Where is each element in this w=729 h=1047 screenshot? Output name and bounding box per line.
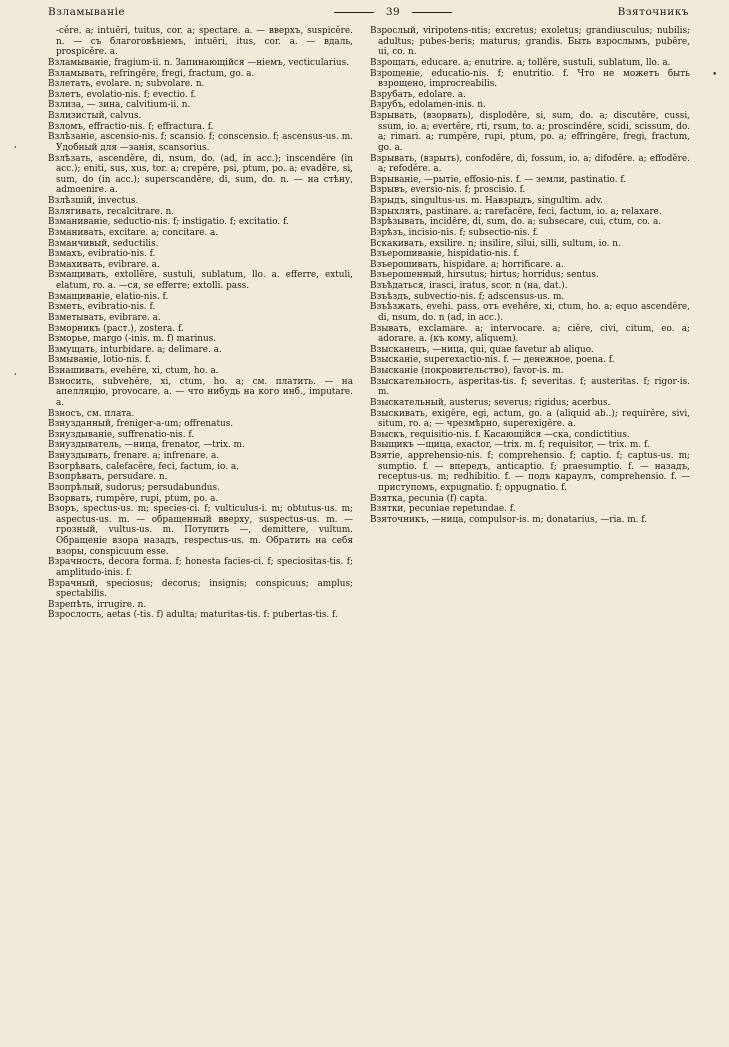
dictionary-entry: Взъѣзжать, evehi. pass. отъ evehĕre, xi, ctum, ho. a; equo ascendĕre, di, nsum, do. n (ad, in acc.). xyxy=(370,302,690,323)
dictionary-entry: Взломъ, effractio-nis. f; effractura. f. xyxy=(48,121,214,132)
dictionary-entry: Взметъ, evibratio-nis. f. xyxy=(48,302,156,313)
margin-mark: , xyxy=(14,140,17,150)
dictionary-entry: Взнуздыватель, —ница, frenator, —trix. m. xyxy=(48,440,245,451)
dictionary-entry: Взманивать, excitare. a; concitare. a. xyxy=(48,227,219,238)
dictionary-entry: Взламываніе, fragium-ii. n. Запинающійся —ніемъ, vecticularius. xyxy=(48,57,350,68)
dictionary-entry: -cĕre. a; intuēri, tuitus, cor. a; spectare. a. — вверхъ, suspicĕre. n. — съ благоговѣніемъ, intuēri, itus, cor. a. — вдаль, prospicĕre. a. xyxy=(56,26,353,58)
dictionary-entry: Взносить, subvehĕre, xi, ctum, ho. a; см. платить. — на апелляцію, provocare. a. — что нибудь на кого инб., imputare. a. xyxy=(48,376,353,408)
dictionary-entry: Взрослый, viripotens-ntis; excretus; exoletus; grandiusculus; nubilis; adultus; pubes-beris; maturus; grandis. Быть взрослымъ, pubĕre, ui, co. n. xyxy=(370,26,690,58)
dictionary-entry: Взысканіе, superexactio-nis. f. — денежное, poena. f. xyxy=(370,355,615,366)
dictionary-entry: Взъерошенный, hirsutus; hirtus; horridus; sentus. xyxy=(370,270,599,281)
dictionary-entry: Взносъ, см. плата. xyxy=(48,408,135,419)
dictionary-entry: Взоръ, spectus-us. m; species-ci. f; vulticulus-i. m; obtutus-us. m; aspectus-us. m. — обращенный вверху, suspectus-us. m. — грозный, vultus-us. m. Потупить —, demittere, vultum. Обращеніе взора назадъ, respectus-us. m. Обратить на себя взоры, conspicuum esse. xyxy=(48,504,353,557)
dictionary-entry: Взрачность, decora forma. f; honesta facies-ci. f; speciositas-tis. f; amplitudo-inis. f. xyxy=(48,557,353,578)
dictionary-entry: Взморникъ (раст.), zostera. f. xyxy=(48,323,184,334)
dictionary-entry: Взмущать, inturbidare. a; delimare. a. xyxy=(48,344,222,355)
dictionary-entry: Взнашивать, evehĕre, xi, ctum, ho. a. xyxy=(48,366,219,376)
dictionary-entry: Взманчивый, seductilis. xyxy=(48,238,159,249)
dictionary-entry: Взрощать, educare. a; enutrire. a; tollĕre, sustuli, sublatum, llo. a. xyxy=(370,57,671,68)
margin-mark: , xyxy=(14,367,17,377)
dictionary-entry: Взметывать, evibrare. a. xyxy=(48,312,161,323)
dictionary-entry: Взлѣзшій, invectus. xyxy=(48,196,139,206)
dictionary-entry: Взъѣдаться, irasci, iratus, scor. n (на, dat.). xyxy=(370,281,568,291)
dictionary-entry: Взрачный, speciosus; decorus; insignis; conspicuus; amplus; spectabilis. xyxy=(48,578,353,600)
dictionary-entry: Взлетъ, evolatio-nis. f; evectio. f. xyxy=(48,89,197,100)
dictionary-entry: Взъерошиваніе, hispidatio-nis. f. xyxy=(370,249,520,260)
dictionary-entry: Взрощеніе, educatio-nis. f; enutritio. f. Что не можетъ быть взрощено, improcreabilis. xyxy=(370,68,690,90)
margin-mark: • xyxy=(712,70,718,80)
dictionary-entry: Взмахъ, evibratio-nis. f. xyxy=(48,249,156,260)
dictionary-entry: Взрубъ, edolamen-inis. n. xyxy=(370,100,486,111)
dictionary-entry: Взрепѣть, irrugire. n. xyxy=(48,599,147,610)
dictionary-entry: Взятки, pecuniae repetundae. f. xyxy=(370,504,516,515)
dictionary-entry: Взламывать, refringĕre, fregi, fractum, go. a. xyxy=(48,68,255,79)
dictionary-entry: Взыскательность, asperitas-tis. f; severitas. f; austeritas. f; rigor-is. m. xyxy=(370,376,690,398)
dictionary-entry: Взнузданный, freniger-a-um; offrenatus. xyxy=(48,419,234,430)
dictionary-entry: Взятка, pecunia (f) capta. xyxy=(370,493,488,504)
dictionary-entry: Взнуздывать, frenare. a; infrenare. a. xyxy=(48,451,220,461)
header-rule-left xyxy=(334,12,374,13)
dictionary-entry: Взморье, margo (-inis. m. f) marinus. xyxy=(48,334,217,345)
dictionary-entry: Взмащиваніе, elatio-nis. f. xyxy=(48,291,169,302)
left-column xyxy=(48,26,353,621)
dictionary-entry: Взлѣзать, ascendĕre, di, nsum, do. (ad, in acc.); inscendĕre (in acc.); eniti, sus, xus, tor. a; crepĕre, psi, ptum, po. a; evadĕre, si, sum, do (in acc.); superscandĕre, di, sum, do. n. — на стѣну, admoenire. a. xyxy=(48,153,353,196)
dictionary-entry: Вскакивать, exsilire. n; insilire, silui, silli, sultum, io. n. xyxy=(370,238,621,249)
running-head-right: Взяточникъ xyxy=(617,6,689,18)
dictionary-entry: Взопрѣлый, sudorus; persudabundus. xyxy=(48,482,220,493)
dictionary-entry: Взрыхлять, pastinare. a; rarefacĕre, feci, factum, io. a; relaxare. xyxy=(370,206,662,217)
dictionary-entry: Взяточникъ, —ница, compulsor-is. m; donatarius, —ria. m. f. xyxy=(370,514,648,525)
dictionary-entry: Взрыдъ, singultus-us. m. Навзрыдъ, singultim. adv. xyxy=(370,196,603,206)
dictionary-entry: Взыскательный, austerus; severus; rigidus; acerbus. xyxy=(370,397,611,408)
dictionary-entry: Взрывъ, eversio-nis. f; proscisio. f. xyxy=(370,185,526,196)
dictionary-entry: Взрывать, (взрыть), confodĕre, di, fossum, io. a; difodĕre. a; effodĕre. a; refodĕre. a. xyxy=(370,153,690,175)
dictionary-entry: Взятіе, apprehensio-nis. f; comprehensio. f; captio. f; captus-us. m; sumptio. f. — впередъ, anticaptio. f; praesumptio. f. — назадъ, receptus-us. m; redhibitio. f. — подъ караулъ, comprehensio. f. — приступомъ, expugnatio. f; oppugnatio. f. xyxy=(370,451,690,493)
dictionary-entry: Взлетать, evolare. n; subvolare. n. xyxy=(48,79,205,90)
dictionary-entry: Взыщикъ —щица, exactor, —trix. m. f; requisitor, — trix. m. f. xyxy=(370,440,650,451)
header-rule-right xyxy=(412,12,452,13)
dictionary-entry: Взывать, exclamare. a; intervocare. a; ciĕre, civi, citum, eo. a; adorare. a. (къ кому, aliquem). xyxy=(370,323,690,345)
dictionary-entry: Взъерошивать, hispidare. a; horrificare. a. xyxy=(370,259,564,270)
dictionary-entry: Взъѣздъ, subvectio-nis. f; adscensus-us. m. xyxy=(370,291,565,302)
dictionary-entry: Взысканецъ, —ница, qui, quae favetur ab aliquo. xyxy=(370,344,594,355)
dictionary-entry: Взмываніе, lotio-nis. f. xyxy=(48,355,151,366)
dictionary-entry: Взлѣзаніе, ascensio-nis. f; scansio. f; conscensio. f; ascensus-us. m. Удобный для —занія, scansorius. xyxy=(48,132,353,153)
dictionary-entry: Взопрѣвать, persudare. n. xyxy=(48,472,168,483)
page-header xyxy=(38,4,701,22)
dictionary-entry: Взрѣзывать, incidĕre, di, sum, do. a; subsecare, cui, ctum, co. a. xyxy=(370,217,662,228)
dictionary-entry: Взмащивать, extollĕre, sustuli, sublatum, llo. a. efferre, extuli, elatum, ro. a. —ся, se efferre; extolli. pass. xyxy=(48,270,353,291)
page-number-text: 39 xyxy=(385,6,401,18)
dictionary-entry: Взогрѣвать, calefacĕre, feci, factum, io. a. xyxy=(48,461,240,472)
dictionary-entry: Взыскивать, exigĕre, egi, actum, go. a (aliquid ab..); requirĕre, sivi, situm, ro. a; — чрезмѣрно, superexigĕre. a. xyxy=(370,408,690,430)
right-column xyxy=(370,26,690,525)
running-head-left: Взламываніе xyxy=(48,6,126,18)
dictionary-entry: Взманиваніе, seductio-nis. f; instigatio. f; excitatio. f. xyxy=(48,217,289,228)
dictionary-entry: Взнуздываніе, suffrenatio-nis. f. xyxy=(48,429,195,440)
dictionary-entry: Взлизистый, calvus. xyxy=(48,111,142,121)
dictionary-entry: Взорвать, rumpĕre, rupi, ptum, po. a. xyxy=(48,493,219,504)
dictionary-entry: Взрубать, edolare. a. xyxy=(370,89,466,100)
dictionary-entry: Взысканіе (покровительство), favor-is. m. xyxy=(370,366,564,376)
dictionary-entry: Взрослость, aetas (-tis. f) adulta; maturitas-tis. f: pubertas-tis. f. xyxy=(48,610,338,621)
dictionary-entry: Взыскъ, requisitio-nis. f. Касающійся —ска, condictitius. xyxy=(370,429,630,440)
dictionary-entry: Взлиза, — зина, calvitium-ii. n. xyxy=(48,100,191,111)
dictionary-entry: Взмахивать, evibrare. a. xyxy=(48,259,160,270)
dictionary-entry: Взрывать, (взорвать), displodĕre, si, sum, do. a; discutĕre, cussi, ssum, io. a; evertĕre, rti, rsum, to. a; proscindĕre, scidi, scissum, do. a; rimari. a; rumpĕre, rupi, ptum, po. a; effringĕre, fregi, fractum, go. a. xyxy=(370,111,690,153)
dictionary-entry: Взрываніе, —рытіе, effosio-nis. f. — земли, pastinatio. f. xyxy=(370,174,627,185)
page-number xyxy=(318,6,468,18)
dictionary-entry: Взлягивать, recalcitrare. n. xyxy=(48,206,175,217)
dictionary-entry: Взрѣзъ, incisio-nis. f; subsectio-nis. f. xyxy=(370,227,539,238)
